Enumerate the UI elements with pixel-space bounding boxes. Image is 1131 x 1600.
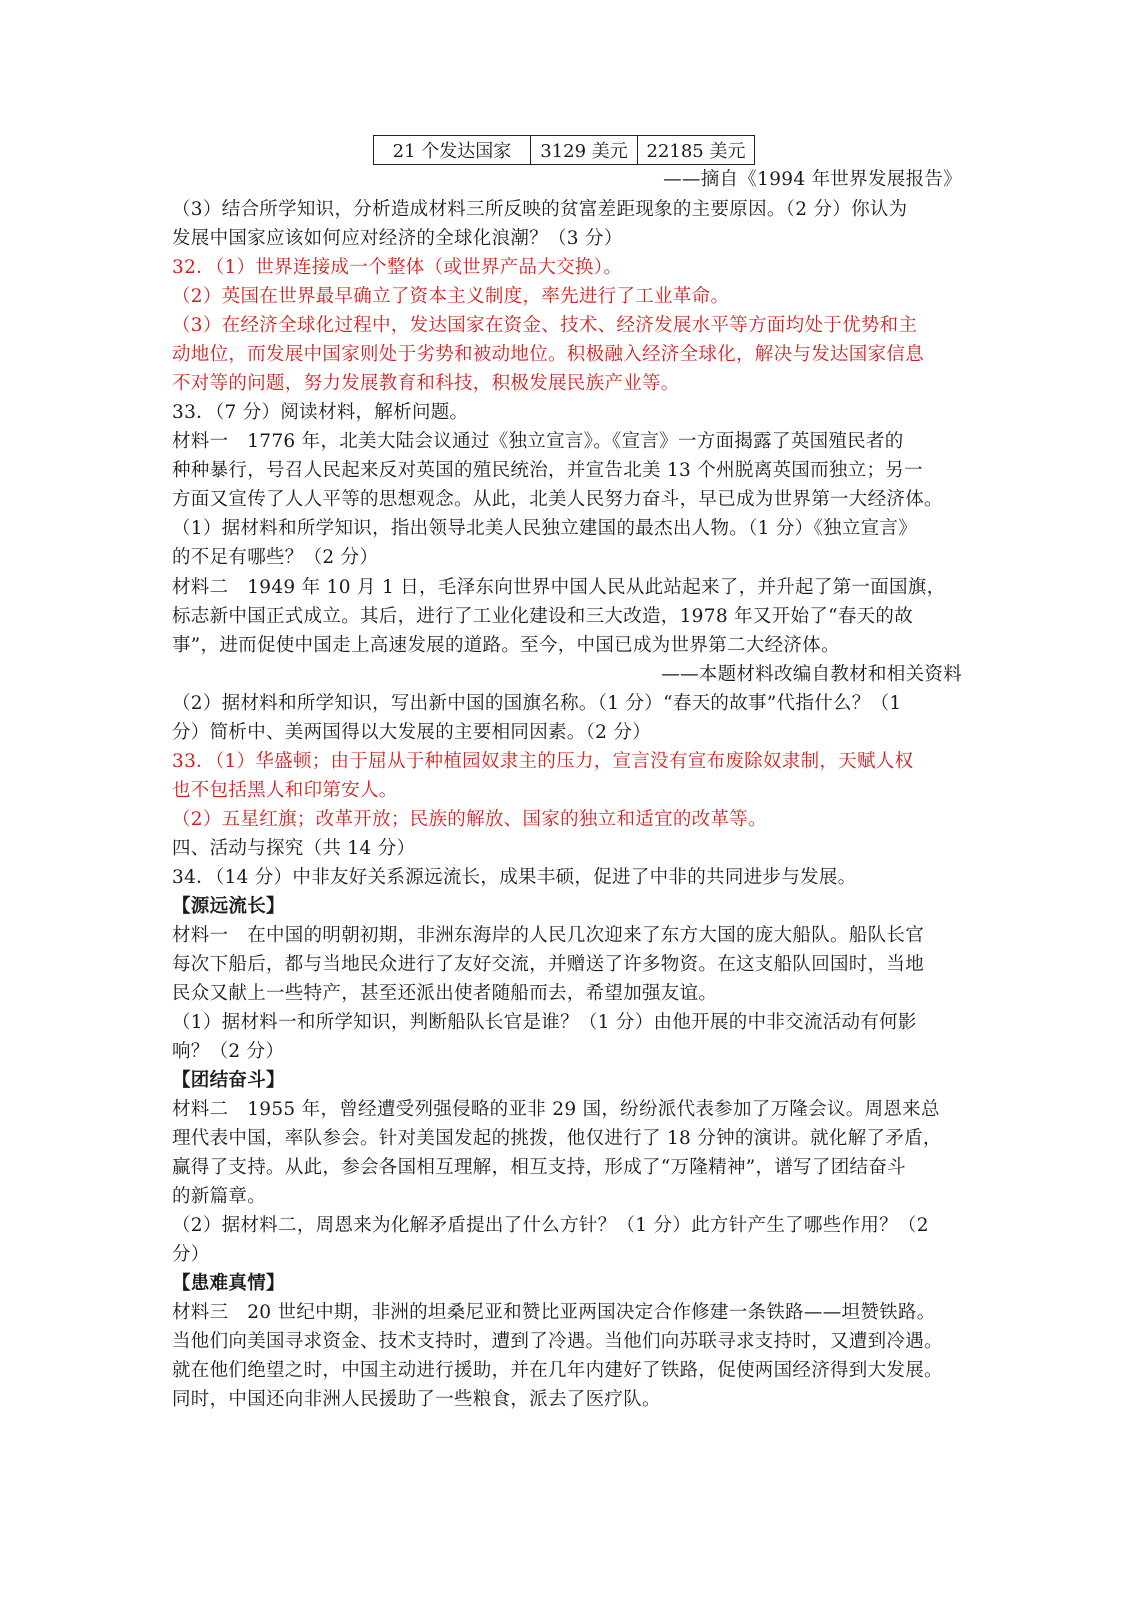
table-cell-group: 21 个发达国家 [374, 136, 531, 165]
text-line: 34．（14 分）中非友好关系源远流长，成果丰硕，促进了中非的共同进步与发展。 [172, 867, 857, 888]
text-line: 33．（7 分）阅读材料，解析问题。 [172, 402, 469, 423]
text-line: （3）在经济全球化过程中，发达国家在资金、技术、经济发展水平等方面均处于优势和主 [172, 315, 918, 336]
text-line: （2）据材料和所学知识，写出新中国的国旗名称。（1 分）“春天的故事”代指什么？（1 [172, 693, 902, 714]
text-line: 四、活动与探究（共 14 分） [172, 838, 416, 859]
text-line: 同时，中国还向非洲人民援助了一些粮食，派去了医疗队。 [172, 1389, 661, 1410]
text-line: 方面又宣传了人人平等的思想观念。从此，北美人民努力奋斗，早已成为世界第一大经济体。 [172, 489, 943, 510]
text-line: ——摘自《1994 年世界发展报告》 [663, 169, 962, 190]
text-line: 响？（2 分） [172, 1041, 285, 1062]
development-data-table [373, 135, 755, 165]
text-line: 赢得了支持。从此，参会各国相互理解，相互支持，形成了“万隆精神”，谱写了团结奋斗 [172, 1157, 906, 1178]
section-heading: 【团结奋斗】 [172, 1070, 285, 1091]
text-line: 材料一 1776 年，北美大陆会议通过《独立宣言》。《宣言》一方面揭露了英国殖民者的 [172, 431, 904, 452]
section-heading: 【源远流长】 [172, 896, 285, 917]
text-line: 32．（1）世界连接成一个整体（或世界产品大交换）。 [172, 257, 623, 278]
text-line: （2）英国在世界最早确立了资本主义制度，率先进行了工业革命。 [172, 286, 730, 307]
table-row [374, 136, 755, 165]
text-line: 材料三 20 世纪中期，非洲的坦桑尼亚和赞比亚两国决定合作修建一条铁路——坦赞铁路。 [172, 1302, 936, 1323]
text-line: （2）五星红旗；改革开放；民族的解放、国家的独立和适宜的改革等。 [172, 809, 767, 830]
text-line: 33．（1）华盛顿；由于屈从于种植园奴隶主的压力，宣言没有宣布废除奴隶制，天赋人权 [172, 751, 914, 772]
text-line: 材料一 在中国的明朝初期，非洲东海岸的人民几次迎来了东方大国的庞大船队。船队长官 [172, 925, 925, 946]
text-line: （2）据材料二，周恩来为化解矛盾提出了什么方针？（1 分）此方针产生了哪些作用？（2 [172, 1215, 929, 1236]
text-line: 当他们向美国寻求资金、技术支持时，遭到了冷遇。当他们向苏联寻求支持时，又遭到冷遇。 [172, 1331, 943, 1352]
text-line: 分）简析中、美两国得以大发展的主要相同因素。（2 分） [172, 722, 652, 743]
table-cell-value: 22185 美元 [638, 136, 755, 165]
text-line: 每次下船后，都与当地民众进行了友好交流，并赠送了许多物资。在这支船队回国时，当地 [172, 954, 925, 975]
text-line: 动地位，而发展中国家则处于劣势和被动地位。积极融入经济全球化，解决与发达国家信息 [172, 344, 925, 365]
text-line: （3）结合所学知识，分析造成材料三所反映的贫富差距现象的主要原因。（2 分）你认为 [172, 199, 908, 220]
text-line: 不对等的问题，努力发展教育和科技，积极发展民族产业等。 [172, 373, 680, 394]
text-line: 也不包括黑人和印第安人。 [172, 780, 398, 801]
text-line: 理代表中国，率队参会。针对美国发起的挑拨，他仅进行了 18 分钟的演讲。就化解了矛盾， [172, 1128, 942, 1149]
text-line: （1）据材料和所学知识，指出领导北美人民独立建国的最杰出人物。（1 分）《独立宣言》 [172, 518, 918, 539]
text-line: 的不足有哪些？（2 分） [172, 547, 379, 568]
text-line: 发展中国家应该如何应对经济的全球化浪潮？（3 分） [172, 228, 623, 249]
text-line: 分） [172, 1244, 210, 1265]
text-line: 的新篇章。 [172, 1186, 267, 1207]
text-line: 标志新中国正式成立。其后，进行了工业化建设和三大改造，1978 年又开始了“春天的故 [172, 606, 914, 627]
section-heading: 【患难真情】 [172, 1273, 285, 1294]
text-line: （1）据材料一和所学知识，判断船队长官是谁？（1 分）由他开展的中非交流活动有何影 [172, 1012, 917, 1033]
text-line: 民众又献上一些特产，甚至还派出使者随船而去，希望加强友谊。 [172, 983, 718, 1004]
text-line: 事”，进而促使中国走上高速发展的道路。至今，中国已成为世界第二大经济体。 [172, 635, 840, 656]
text-line: 材料二 1955 年，曾经遭受列强侵略的亚非 29 国，纷纷派代表参加了万隆会议。周恩来总 [172, 1099, 940, 1120]
table-cell-value: 3129 美元 [531, 136, 638, 165]
text-line: ——本题材料改编自教材和相关资料 [661, 664, 962, 685]
text-line: 就在他们绝望之时，中国主动进行援助，并在几年内建好了铁路，促使两国经济得到大发展。 [172, 1360, 943, 1381]
text-line: 种种暴行，号召人民起来反对英国的殖民统治，并宣告北美 13 个州脱离英国而独立；另一 [172, 460, 923, 481]
text-line: 材料二 1949 年 10 月 1 日，毛泽东向世界中国人民从此站起来了，并升起了第一面国旗， [172, 577, 946, 598]
